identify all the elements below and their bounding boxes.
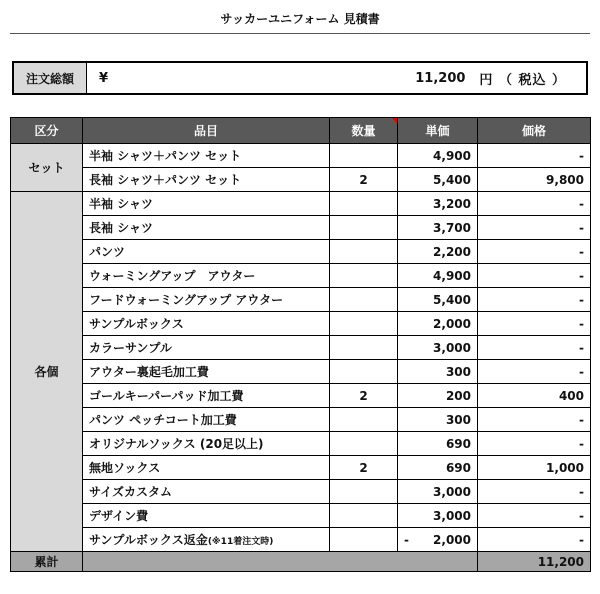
quantity-cell[interactable] — [330, 312, 398, 336]
refund-item-note: (※11着注文時) — [207, 537, 274, 547]
sum-amount: 11,200 — [478, 552, 591, 572]
quantity-cell[interactable] — [330, 240, 398, 264]
quantity-cell[interactable] — [330, 504, 398, 528]
item-cell[interactable]: 長袖 シャツ＋パンツ セット — [83, 168, 330, 192]
item-cell[interactable]: パンツ ペッチコート加工費 — [83, 408, 330, 432]
amount-cell[interactable]: 1,000 — [478, 456, 591, 480]
refund-item-label: サンプルボックス返金 — [89, 533, 208, 547]
header-amount: 価格 — [478, 118, 591, 144]
amount-cell[interactable]: - — [478, 480, 591, 504]
quantity-cell[interactable] — [330, 288, 398, 312]
order-total-unit: 円 （ 税込 ） — [479, 72, 566, 88]
quantity-cell[interactable] — [330, 216, 398, 240]
unit-price-cell[interactable]: 2,000 — [398, 312, 478, 336]
unit-price-cell[interactable]: 3,000 — [398, 504, 478, 528]
header-unit-price: 単価 — [398, 118, 478, 144]
unit-price-cell[interactable]: 200 — [398, 384, 478, 408]
quantity-cell[interactable] — [330, 480, 398, 504]
item-cell[interactable]: フードウォーミングアップ アウター — [83, 288, 330, 312]
page-title: サッカーユニフォーム 見積書 — [220, 12, 380, 26]
quantity-cell[interactable] — [330, 144, 398, 168]
item-cell[interactable]: サイズカスタム — [83, 480, 330, 504]
amount-cell[interactable]: - — [478, 336, 591, 360]
table-row — [11, 192, 591, 216]
quantity-cell[interactable] — [330, 360, 398, 384]
item-cell[interactable]: パンツ — [83, 240, 330, 264]
title-divider — [10, 33, 590, 34]
amount-cell[interactable]: - — [478, 264, 591, 288]
table-row — [11, 168, 591, 192]
table-row — [11, 504, 591, 528]
unit-price-cell[interactable]: 3,700 — [398, 216, 478, 240]
item-cell[interactable] — [83, 528, 330, 552]
negative-sign: - — [404, 532, 409, 547]
header-quantity — [330, 118, 398, 144]
table-row — [11, 144, 591, 168]
table-row — [11, 312, 591, 336]
item-cell[interactable]: デザイン費 — [83, 504, 330, 528]
amount-cell[interactable]: 400 — [478, 384, 591, 408]
refund-price: 2,000 — [433, 532, 471, 547]
table-row — [11, 360, 591, 384]
amount-cell[interactable]: - — [478, 432, 591, 456]
amount-cell[interactable]: - — [478, 504, 591, 528]
order-total-label: 注文総額 — [14, 63, 87, 93]
quote-table — [10, 117, 591, 572]
amount-cell[interactable]: - — [478, 216, 591, 240]
unit-price-cell[interactable]: 4,900 — [398, 144, 478, 168]
quantity-cell[interactable] — [330, 192, 398, 216]
amount-cell[interactable]: - — [478, 528, 591, 552]
unit-price-cell[interactable]: 4,900 — [398, 264, 478, 288]
sum-label: 累計 — [11, 552, 83, 572]
quantity-cell[interactable] — [330, 264, 398, 288]
table-row — [11, 336, 591, 360]
header-category: 区分 — [11, 118, 83, 144]
table-row — [11, 264, 591, 288]
item-cell[interactable]: 長袖 シャツ — [83, 216, 330, 240]
quantity-cell[interactable] — [330, 432, 398, 456]
unit-price-cell[interactable]: 3,000 — [398, 336, 478, 360]
amount-cell[interactable]: - — [478, 288, 591, 312]
quantity-cell[interactable] — [330, 528, 398, 552]
table-row — [11, 456, 591, 480]
item-cell[interactable]: ウォーミングアップ アウター — [83, 264, 330, 288]
item-cell[interactable]: ゴールキーパーパッド加工費 — [83, 384, 330, 408]
unit-price-cell[interactable]: 690 — [398, 432, 478, 456]
header-quantity-label: 数量 — [351, 124, 376, 138]
quantity-cell[interactable]: 2 — [330, 384, 398, 408]
unit-price-cell[interactable] — [398, 528, 478, 552]
unit-price-cell[interactable]: 5,400 — [398, 288, 478, 312]
quantity-cell[interactable]: 2 — [330, 456, 398, 480]
category-cell: セット — [11, 144, 83, 192]
sum-row — [11, 552, 591, 572]
order-total-box — [12, 61, 588, 95]
amount-cell[interactable]: 9,800 — [478, 168, 591, 192]
item-cell[interactable]: 半袖 シャツ＋パンツ セット — [83, 144, 330, 168]
item-cell[interactable]: アウター裏起毛加工費 — [83, 360, 330, 384]
item-cell[interactable]: オリジナルソックス (20足以上) — [83, 432, 330, 456]
order-total-value — [87, 63, 586, 93]
amount-cell[interactable]: - — [478, 144, 591, 168]
amount-cell[interactable]: - — [478, 360, 591, 384]
table-row — [11, 432, 591, 456]
table-row — [11, 480, 591, 504]
category-cell: 各個 — [11, 192, 83, 552]
table-row — [11, 216, 591, 240]
unit-price-cell[interactable]: 2,200 — [398, 240, 478, 264]
sum-spacer — [83, 552, 478, 572]
table-row — [11, 384, 591, 408]
table-row — [11, 528, 591, 552]
unit-price-cell[interactable]: 5,400 — [398, 168, 478, 192]
unit-price-cell[interactable]: 3,000 — [398, 480, 478, 504]
item-cell[interactable]: サンプルボックス — [83, 312, 330, 336]
comment-marker — [392, 118, 397, 123]
item-cell[interactable]: 無地ソックス — [83, 456, 330, 480]
header-item: 品目 — [83, 118, 330, 144]
unit-price-cell[interactable]: 300 — [398, 408, 478, 432]
unit-price-cell[interactable]: 3,200 — [398, 192, 478, 216]
amount-cell[interactable]: - — [478, 240, 591, 264]
table-header-row — [11, 118, 591, 144]
quantity-cell[interactable]: 2 — [330, 168, 398, 192]
unit-price-cell[interactable]: 300 — [398, 360, 478, 384]
currency-symbol: ¥ — [99, 70, 109, 86]
amount-cell[interactable]: - — [478, 312, 591, 336]
order-total-amount: 11,200 — [415, 70, 466, 86]
quantity-cell[interactable] — [330, 336, 398, 360]
quantity-cell[interactable] — [330, 408, 398, 432]
item-cell[interactable]: カラーサンプル — [83, 336, 330, 360]
table-row — [11, 408, 591, 432]
unit-price-cell[interactable]: 690 — [398, 456, 478, 480]
item-cell[interactable]: 半袖 シャツ — [83, 192, 330, 216]
amount-cell[interactable]: - — [478, 192, 591, 216]
table-row — [11, 240, 591, 264]
table-row — [11, 288, 591, 312]
amount-cell[interactable]: - — [478, 408, 591, 432]
